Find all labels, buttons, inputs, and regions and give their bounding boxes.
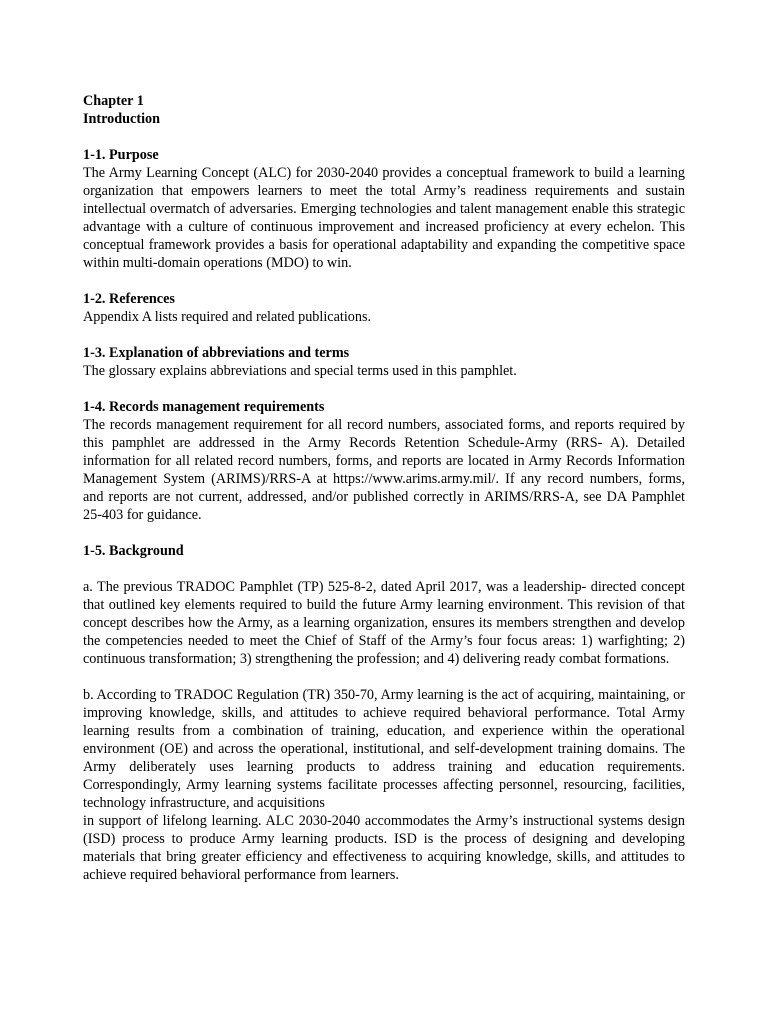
section-body: Appendix A lists required and related publications. (83, 309, 372, 325)
background-paragraph-b-part1: b. According to TRADOC Regulation (TR) 350-70, Army learning is the act of acquiring, maintaining, or improving knowledge, skills, and attitudes to achieve required behavioral performance. Total Army learning results from a combination of training, education, and experience within the operational environment (OE) and across the operational, institutional, and self-development training domains. The Army deliberately uses learning products to address training and education requirements. Correspondingly, Army learning systems facilitate processes affecting personnel, resourcing, facilities, technology infrastructure, and acquisitions (83, 687, 685, 811)
background-paragraph-b-part2: in support of lifelong learning. ALC 2030-2040 accommodates the Army’s instructional systems design (ISD) process to produce Army learning products. ISD is the process of designing and developing materials that bring greater efficiency and effectiveness to acquiring knowledge, skills, and attitudes to achieve required behavioral performance from learners. (83, 813, 685, 883)
section-body: The records management requirement for all record numbers, associated forms, and reports required by this pamphlet are addressed in the Army Records Retention Schedule-Army (RRS- A). Detailed information for all related record numbers, forms, and reports are located in Army Records Information Management System (ARIMS)/RRS-A at https://www.arims.army.mil/. If any record numbers, forms, and reports are not current, addressed, and/or published correctly in ARIMS/RRS-A, see DA Pamphlet 25-403 for guidance. (83, 417, 685, 523)
section-abbreviations (83, 344, 685, 380)
document-page (83, 92, 685, 884)
chapter-title: Introduction (83, 111, 160, 127)
section-heading: 1-1. Purpose (83, 147, 159, 163)
section-heading: 1-3. Explanation of abbreviations and terms (83, 345, 350, 361)
chapter-header (83, 92, 685, 128)
section-references (83, 290, 685, 326)
chapter-number: Chapter 1 (83, 93, 144, 109)
section-purpose (83, 146, 685, 272)
section-heading: 1-4. Records management requirements (83, 399, 325, 415)
section-heading: 1-2. References (83, 291, 175, 307)
section-body: The glossary explains abbreviations and special terms used in this pamphlet. (83, 363, 517, 379)
background-paragraph-a: a. The previous TRADOC Pamphlet (TP) 525-8-2, dated April 2017, was a leadership- directed concept that outlined key elements required to build the future Army learning environment. This revision of that concept describes how the Army, as a learning organization, ensures its members strengthen and develop the competencies needed to meet the Chief of Staff of the Army’s four focus areas: 1) warfighting; 2) continuous transformation; 3) strengthening the profession; and 4) delivering ready combat formations. (83, 579, 685, 667)
section-records (83, 398, 685, 524)
section-background (83, 542, 685, 884)
section-heading: 1-5. Background (83, 543, 184, 559)
background-paragraph-b (83, 686, 685, 884)
section-body: The Army Learning Concept (ALC) for 2030-2040 provides a conceptual framework to build a learning organization that empowers learners to meet the total Army’s readiness requirements and sustain intellectual overmatch of adversaries. Emerging technologies and talent management enable this strategic advantage with a culture of continuous improvement and increased proficiency at every echelon. This conceptual framework provides a basis for operational adaptability and expanding the competitive space within multi-domain operations (MDO) to win. (83, 165, 685, 271)
